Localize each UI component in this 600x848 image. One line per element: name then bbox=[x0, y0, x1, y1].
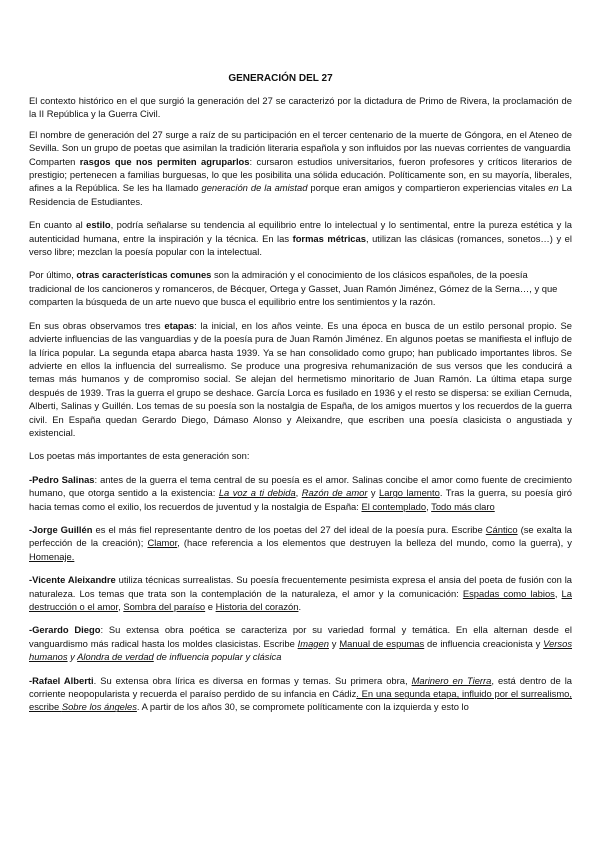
paragraph-poets-intro bbox=[29, 449, 572, 462]
italic-term: generación de la amistad bbox=[201, 182, 308, 194]
text: . A partir de los años 30, se compromete políticamente con la izquierda y esto lo bbox=[136, 701, 469, 713]
work-title: Largo lamento bbox=[379, 487, 440, 499]
text: , (hace referencia a los elementos que destruyen la belleza del mundo, como la guerra), y bbox=[177, 537, 572, 549]
paragraph-common-features bbox=[29, 268, 572, 308]
paragraph-stages bbox=[29, 319, 572, 440]
text: de influencia creacionista y bbox=[424, 637, 544, 649]
poet-name: -Vicente Aleixandre bbox=[29, 574, 116, 586]
text: porque eran amigos y compartieron experiencias vitales bbox=[307, 182, 549, 194]
work-title: Marinero en Tierra bbox=[411, 674, 492, 686]
work-title: Homenaje. bbox=[29, 550, 75, 562]
text: y bbox=[367, 487, 380, 499]
text: Por último, bbox=[29, 269, 77, 281]
text: La Residencia de Estudiantes. bbox=[29, 182, 572, 207]
text: : antes de la guerra el tema central de su poesía es el amor. Salinas concibe el amor como fuente de crecimiento humano, que otorga sentido a la existencia: bbox=[29, 473, 572, 499]
text: El nombre de generación del 27 surge a raíz de su participación en el tercer centenario de la muerte de Góngora, en el Ateneo de Sevilla. Son un grupo de poetas que asimilan la tradición literaria española y son influidos por las nuevas corrientes de vanguardia bbox=[29, 128, 572, 154]
work-title: Historia del corazón bbox=[215, 601, 299, 612]
work-title: Todo más claro bbox=[431, 500, 495, 512]
work-title: Alondra de verdad bbox=[77, 651, 154, 663]
bold-term: etapas bbox=[164, 319, 195, 331]
text: , está dentro de la corriente neopopularista y recuerda el paraíso perdido de su infancia en Cádiz bbox=[29, 674, 572, 700]
text: . bbox=[298, 601, 302, 612]
page-title: GENERACIÓN DEL 27 bbox=[228, 73, 333, 84]
poet-name: -Rafael Alberti bbox=[29, 674, 94, 686]
text: y bbox=[67, 651, 78, 663]
text: de influencia popular y clásica bbox=[153, 651, 282, 663]
text: , bbox=[295, 487, 302, 499]
text: . Tras la guerra, su poesía giró hacia temas como el exilio, los recuerdos de juventud y la nostalgia de España: bbox=[29, 487, 572, 512]
paragraph-guillen bbox=[29, 523, 572, 563]
text: y bbox=[328, 637, 340, 649]
text: (se exalta la perfección de la creación); bbox=[29, 523, 573, 549]
paragraph-name-origin bbox=[29, 128, 572, 155]
work-title: Clamor bbox=[147, 537, 178, 549]
text: , bbox=[554, 587, 562, 599]
poet-name: -Jorge Guillén bbox=[29, 523, 93, 535]
work-title: Espadas como labios bbox=[462, 587, 555, 599]
text: , bbox=[426, 500, 432, 512]
text: En sus obras observamos tres bbox=[29, 319, 165, 331]
text: En cuanto al bbox=[29, 219, 87, 231]
work-title: Sombra del paraíso bbox=[123, 601, 206, 612]
paragraph-salinas bbox=[29, 473, 572, 513]
bold-term: formas métricas bbox=[292, 232, 366, 244]
text: , utilizan las clásicas (romances, sonetos…) y el verso libre; mezclan la poesía popular con la intelectual. bbox=[29, 232, 572, 258]
work-title: Versos humanos bbox=[29, 637, 573, 663]
work-title: La destrucción o el amor bbox=[29, 587, 572, 612]
work-title: La voz a ti debida bbox=[218, 487, 296, 499]
paragraph-aleixandre bbox=[29, 573, 572, 613]
work-title: El contemplado bbox=[361, 500, 427, 512]
text: . Su extensa obra lírica es diversa en formas y temas. Su primera obra, bbox=[93, 674, 412, 686]
text: utiliza técnicas surrealistas. Su poesía frecuentemente pesimista expresa el ansia del poeta de fusión con la naturaleza. Los temas que trata son la contemplación de la naturaleza, el amor y la comunicación: bbox=[29, 574, 572, 599]
work-title: Imagen bbox=[297, 637, 329, 649]
paragraph-alberti bbox=[29, 674, 572, 714]
paragraph-style bbox=[29, 218, 572, 258]
work-title: Manual de espumas bbox=[339, 637, 425, 649]
text: : cursaron estudios universitarios, fueron profesores y críticos literarios de prestigio; pertenecen a familias burguesas, lo que les posibilita una sólida educación. Políticamente son, en su mayoría, liberales, afines a la República. Se les ha llamado bbox=[29, 155, 573, 194]
text: , bbox=[118, 601, 124, 612]
text: , podría señalarse su tendencia al equilibrio entre lo intelectual y lo sentimental, entre la pureza estética y la autenticidad humana, entre la inspiración y la técnica. En las bbox=[29, 219, 572, 244]
work-title: Cántico bbox=[485, 523, 518, 535]
bold-term: rasgos que nos permiten agruparlos bbox=[79, 155, 250, 167]
poet-name: -Pedro Salinas bbox=[29, 473, 95, 485]
italic-term: en bbox=[548, 182, 559, 194]
paragraph-diego bbox=[29, 623, 572, 663]
text: Comparten bbox=[29, 155, 80, 167]
text: es el más fiel representante dentro de los poetas del 27 del ideal de la poesía pura. Escribe bbox=[92, 523, 486, 535]
text: Los poetas más importantes de esta generación son: bbox=[29, 450, 250, 462]
text: . En una segunda etapa, influido por el surrealismo, escribe bbox=[29, 688, 572, 713]
work-title: Razón de amor bbox=[301, 487, 368, 499]
work-title: Sobre los ángeles bbox=[61, 701, 137, 713]
paragraph-historical-context bbox=[29, 94, 572, 121]
paragraph-shared-traits bbox=[29, 155, 572, 209]
bold-term: estilo bbox=[86, 219, 111, 231]
text: El contexto histórico en el que surgió la generación del 27 se caracterizó por la dictadura de Primo de Rivera, la proclamación de la II República y la Guerra Civil. bbox=[29, 95, 572, 120]
text: son la admiración y el conocimiento de los clásicos españoles, de la poesía tradicional de los cancioneros y romanceros, de Bécquer, Ortega y Gasset, Juan Ramón Jiménez, Gómez de la Serna…, y que comparten la búsqueda de un arte nuevo que busca el equilibrio entre los sentimientos y la razón. bbox=[29, 269, 558, 308]
bold-term: otras características comunes bbox=[76, 269, 212, 281]
text: : Su extensa obra poética se caracteriza por su variedad formal y temática. En ella alternan desde el vanguardismo más radical hasta los moldes clasicistas. Escribe bbox=[29, 624, 572, 649]
poet-name: -Gerardo Diego bbox=[29, 624, 101, 636]
text: : la inicial, en los años veinte. Es una época en busca de un estilo personal propio. Se advierte influencias de las vanguardias y de la poesía pura de Juan Ramón Jiménez. En algunos poetas se manifiesta el influjo de la lírica popular. La segunda etapa abarca hasta 1939. Ya se han consolidado como grupo; han publicado importantes libros. Se advierte en ellos la influencia del surrealismo. Se produce una progresiva rehumanización de sus versos que les conducirá a temas más humanos y de compromiso social. Se alejan del hermetismo minoritario de Juan Ramón. La última etapa surge después de 1939. Tras la guerra el grupo se deshace. García Lorca es fusilado en 1936 y el resto se dispersa: se exilian Cernuda, Alberti, Salinas y Guillén. Los temas de su poesía son la nostalgia de España, de los amigos muertos y los recuerdos de la guerra civil. En España quedan Gerardo Diego, Dámaso Alonso y Aleixandre, que escriben una poesía clasicista o angustiada y existencial. bbox=[29, 319, 572, 438]
text: e bbox=[205, 601, 216, 612]
